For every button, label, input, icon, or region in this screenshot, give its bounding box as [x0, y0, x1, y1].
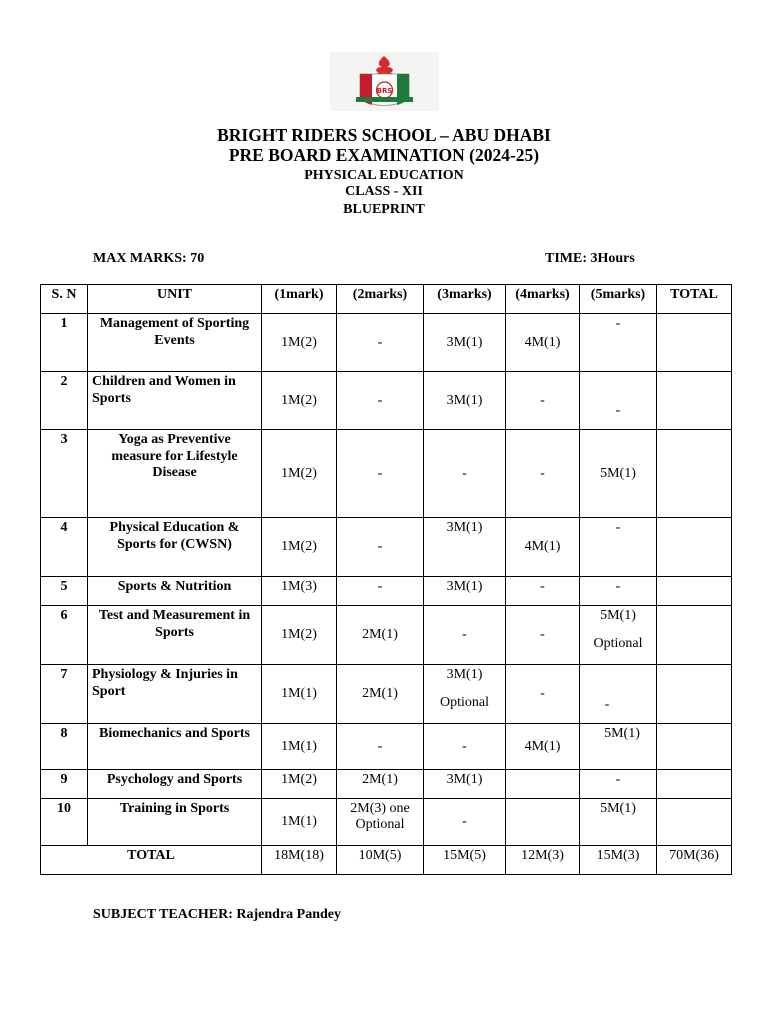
row-3marks: 3M(1) [446, 667, 483, 682]
row-5marks: - [580, 577, 657, 606]
row-3marks: 3M(1) [424, 518, 506, 577]
row-sn: 9 [41, 770, 88, 799]
col-header-4marks: (4marks) [506, 285, 580, 314]
row-sn: 3 [41, 430, 88, 518]
total-grand: 70M(36) [657, 846, 732, 875]
row-3marks: - [424, 799, 506, 846]
row-unit: Psychology and Sports [88, 770, 262, 799]
row-1mark: 1M(2) [262, 518, 337, 577]
row-3marks-cell [424, 665, 506, 724]
row-total [657, 799, 732, 846]
table-row [41, 724, 732, 770]
subject-title: PHYSICAL EDUCATION [304, 168, 464, 183]
row-4marks [506, 799, 580, 846]
row-4marks: 4M(1) [506, 724, 580, 770]
row-2marks: - [337, 314, 424, 372]
row-1mark: 1M(2) [262, 770, 337, 799]
total-4marks: 12M(3) [506, 846, 580, 875]
total-1mark: 18M(18) [262, 846, 337, 875]
subject-teacher: SUBJECT TEACHER: Rajendra Pandey [93, 907, 342, 922]
row-1mark: 1M(1) [262, 665, 337, 724]
table-row [41, 430, 732, 518]
row-total [657, 430, 732, 518]
row-2marks: - [337, 577, 424, 606]
row-2marks: 2M(1) [337, 606, 424, 665]
row-unit: Physiology & Injuries in Sport [88, 665, 262, 724]
school-crest-icon [330, 52, 439, 111]
col-header-total: TOTAL [657, 285, 732, 314]
row-unit: Test and Measurement in Sports [88, 606, 262, 665]
row-total [657, 518, 732, 577]
table-row [41, 314, 732, 372]
row-3marks: 3M(1) [424, 770, 506, 799]
row-5marks: 5M(1) [600, 608, 636, 623]
col-header-3marks: (3marks) [424, 285, 506, 314]
col-header-unit: UNIT [88, 285, 262, 314]
table-row [41, 770, 732, 799]
row-2marks: 2M(3) one Optional [337, 799, 424, 846]
total-5marks: 15M(3) [580, 846, 657, 875]
row-1mark: 1M(1) [262, 724, 337, 770]
row-sn: 1 [41, 314, 88, 372]
row-total [657, 372, 732, 430]
school-logo [330, 52, 439, 111]
row-5marks: - [580, 518, 657, 577]
table-row [41, 372, 732, 430]
row-4marks: - [506, 606, 580, 665]
totals-label: TOTAL [41, 846, 262, 875]
doc-type-title: BLUEPRINT [343, 202, 425, 217]
row-sn: 8 [41, 724, 88, 770]
row-5marks: - [580, 314, 657, 372]
row-5marks: - [580, 665, 657, 724]
row-5marks: - [580, 372, 657, 430]
row-2marks: 2M(1) [337, 665, 424, 724]
row-1mark: 1M(2) [262, 314, 337, 372]
col-header-2marks: (2marks) [337, 285, 424, 314]
row-sn: 2 [41, 372, 88, 430]
col-header-5marks: (5marks) [580, 285, 657, 314]
exam-title: PRE BOARD EXAMINATION (2024-25) [228, 145, 540, 165]
row-unit: Training in Sports [88, 799, 262, 846]
row-2marks: - [337, 518, 424, 577]
class-title: CLASS - XII [345, 184, 423, 199]
row-2marks: 2M(1) [337, 770, 424, 799]
optional-note: Optional [440, 695, 489, 710]
row-sn: 6 [41, 606, 88, 665]
row-sn: 5 [41, 577, 88, 606]
total-3marks: 15M(5) [424, 846, 506, 875]
row-5marks: - [580, 770, 657, 799]
totals-row [41, 846, 732, 875]
optional-note: Optional [593, 636, 643, 651]
row-4marks: 4M(1) [506, 518, 580, 577]
row-4marks: 4M(1) [506, 314, 580, 372]
svg-text:BRS: BRS [376, 87, 393, 95]
row-1mark: 1M(3) [262, 577, 337, 606]
total-2marks: 10M(5) [337, 846, 424, 875]
row-5marks: 5M(1) [580, 430, 657, 518]
row-total [657, 665, 732, 724]
row-4marks: - [506, 430, 580, 518]
row-5marks-cell [580, 606, 657, 665]
max-marks: MAX MARKS: 70 [93, 251, 205, 266]
row-3marks: - [424, 606, 506, 665]
table-row [41, 799, 732, 846]
row-1mark: 1M(1) [262, 799, 337, 846]
row-sn: 4 [41, 518, 88, 577]
row-total [657, 606, 732, 665]
row-3marks: 3M(1) [424, 577, 506, 606]
col-header-1mark: (1mark) [262, 285, 337, 314]
table-row [41, 518, 732, 577]
blueprint-table [40, 284, 732, 875]
row-unit: Yoga as Preventive measure for Lifestyle Disease [88, 430, 262, 518]
row-1mark: 1M(2) [262, 606, 337, 665]
row-4marks: - [506, 577, 580, 606]
row-2marks: - [337, 724, 424, 770]
row-unit: Physical Education & Sports for (CWSN) [88, 518, 262, 577]
row-1mark: 1M(2) [262, 430, 337, 518]
row-4marks: - [506, 372, 580, 430]
row-3marks: - [424, 724, 506, 770]
row-sn: 10 [41, 799, 88, 846]
table-row [41, 577, 732, 606]
col-header-sn: S. N [41, 285, 88, 314]
row-5marks: 5M(1) [580, 799, 657, 846]
exam-time: TIME: 3Hours [545, 251, 635, 266]
row-3marks: - [424, 430, 506, 518]
table-header-row [41, 285, 732, 314]
row-4marks: - [506, 665, 580, 724]
row-sn: 7 [41, 665, 88, 724]
row-unit: Biomechanics and Sports [88, 724, 262, 770]
row-3marks: 3M(1) [424, 372, 506, 430]
row-total [657, 577, 732, 606]
row-unit: Management of Sporting Events [88, 314, 262, 372]
row-4marks [506, 770, 580, 799]
row-total [657, 724, 732, 770]
table-row [41, 665, 732, 724]
row-unit: Sports & Nutrition [88, 577, 262, 606]
row-2marks: - [337, 372, 424, 430]
table-row [41, 606, 732, 665]
row-5marks: 5M(1) [580, 724, 657, 770]
row-1mark: 1M(2) [262, 372, 337, 430]
row-total [657, 770, 732, 799]
school-name: BRIGHT RIDERS SCHOOL – ABU DHABI [217, 125, 551, 145]
row-2marks: - [337, 430, 424, 518]
row-unit: Children and Women in Sports [88, 372, 262, 430]
row-3marks: 3M(1) [424, 314, 506, 372]
row-total [657, 314, 732, 372]
